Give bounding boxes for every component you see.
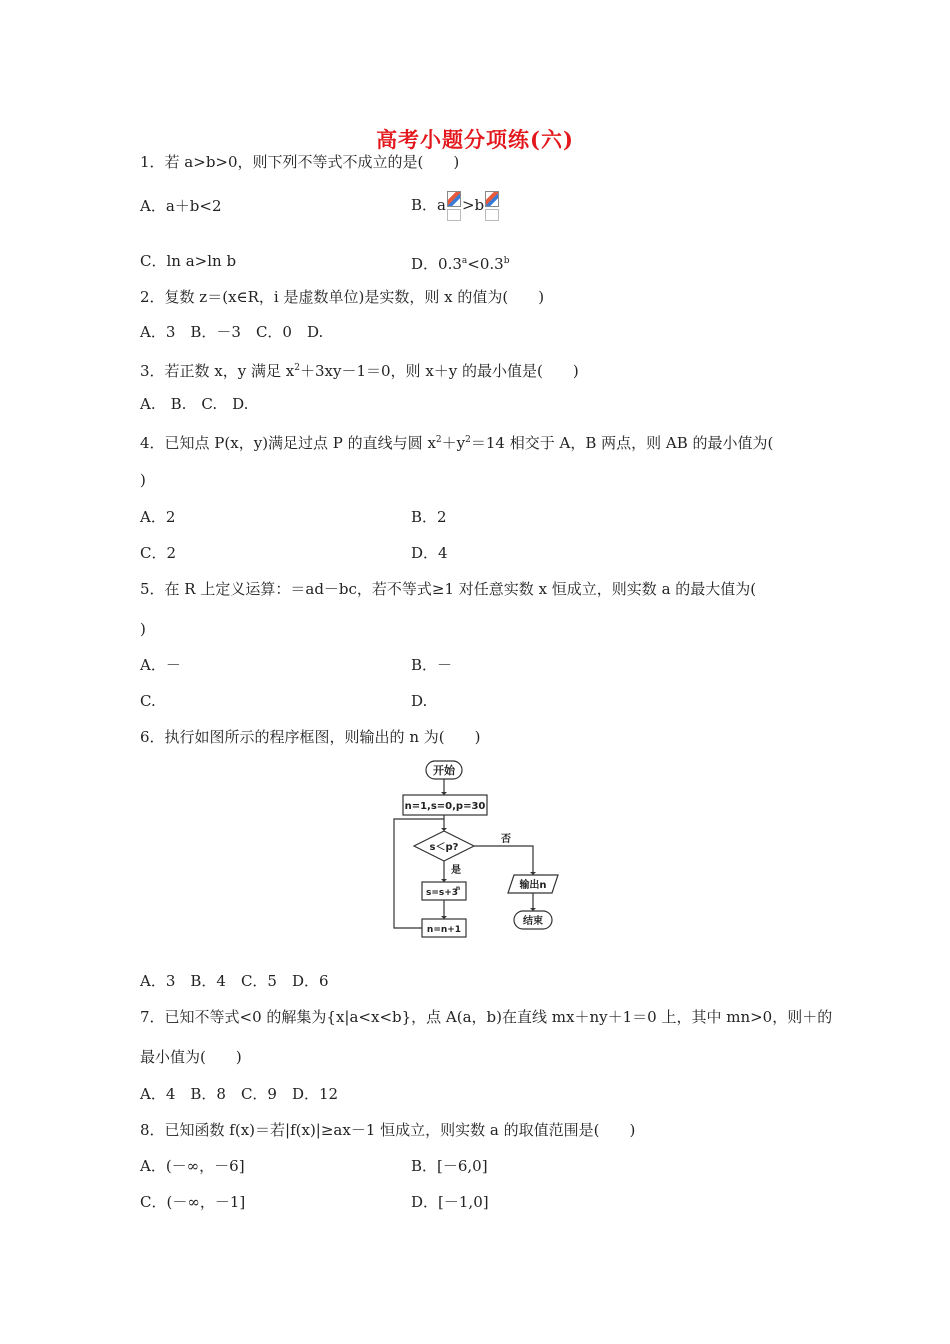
flow-update-s-label: s=s+3 [425, 888, 459, 898]
broken-image-icon [485, 191, 499, 221]
q1-option-a: A．a＋b<2 [140, 197, 222, 215]
q6-stem: 6．执行如图所示的程序框图，则输出的 n 为( ) [140, 728, 481, 746]
q4-sup1: 2 [435, 435, 442, 445]
q2-options: A．3 B．－3 C．0 D. [140, 323, 324, 341]
page-title: 高考小题分项练(六) [376, 127, 574, 152]
flow-output-label: 输出n [519, 880, 547, 891]
q5-stem: 5．在 R 上定义运算：＝ad－bc，若不等式≥1 对任意实数 x 恒成立，则实数 a 的最大值为( [140, 580, 757, 598]
q1-option-b [411, 191, 500, 221]
flow-end-label: 结束 [523, 916, 543, 927]
q8-option-b: B．[－6,0] [411, 1157, 488, 1175]
flow-no-label: 否 [501, 834, 511, 845]
q1-option-b-prefix: B．a [411, 196, 446, 214]
flow-update-s-exp: n [455, 885, 461, 892]
flow-init-label: n=1,s=0,p=30 [404, 801, 486, 812]
q4-option-b: B．2 [411, 508, 447, 526]
q4-option-a: A．2 [140, 508, 176, 526]
q4-option-d: D．4 [411, 544, 448, 562]
q1-option-c: C．ln a>ln b [140, 252, 237, 270]
q1-option-d-prefix: D．0.3 [411, 255, 462, 273]
q1-option-d-exp1: a [461, 256, 468, 266]
q3-stem [140, 358, 579, 381]
q7-stem: 7．已知不等式<0 的解集为{x|a<x<b}，点 A(a，b)在直线 mx＋ny＋1＝0 上，其中 mn>0，则＋的 [140, 1008, 833, 1026]
q8-option-d: D．[－1,0] [411, 1193, 489, 1211]
q1-stem: 1．若 a>b>0，则下列不等式不成立的是( ) [140, 153, 460, 171]
q4-stem-a: 4．已知点 P(x，y)满足过点 P 的直线与圆 x [140, 434, 436, 452]
q1-option-b-mid: >b [461, 196, 485, 214]
q5-option-d: D. [411, 692, 428, 710]
q6-options: A．3 B．4 C．5 D．6 [140, 972, 329, 990]
q3-sup: 2 [294, 363, 300, 373]
q8-option-a: A．(－∞，－6] [140, 1157, 245, 1175]
q2-stem: 2．复数 z＝(x∈R，i 是虚数单位)是实数，则 x 的值为( ) [140, 288, 545, 306]
flow-update-n-label: n=n+1 [426, 925, 462, 935]
q3-stem-b: ＋3xy－1＝0，则 x＋y 的最小值是( ) [299, 362, 579, 380]
q7-stem-cont: 最小值为( ) [140, 1048, 242, 1066]
broken-image-icon [447, 191, 461, 221]
q4-stem-c: ＝14 相交于 A，B 两点，则 AB 的最小值为( [470, 434, 774, 452]
q4-sup2: 2 [465, 435, 471, 445]
q4-stem-b: ＋y [441, 434, 466, 452]
q4-stem [140, 430, 773, 453]
q1-option-d-exp2: b [503, 256, 510, 266]
q3-options: A. B. C. D. [140, 395, 249, 413]
q4-option-c: C．2 [140, 544, 177, 562]
flow-start-label: 开始 [433, 764, 455, 777]
flow-cond-label: s＜p? [429, 842, 459, 853]
q1-option-d-mid: <0.3 [467, 255, 504, 273]
q5-option-c: C. [140, 692, 156, 710]
q8-stem: 8．已知函数 f(x)＝若|f(x)|≥ax－1 恒成立，则实数 a 的取值范围是( ) [140, 1121, 636, 1139]
q5-stem-end: ) [140, 620, 146, 638]
q5-option-b: B．－ [411, 656, 453, 674]
q7-options: A．4 B．8 C．9 D．12 [140, 1085, 339, 1103]
q3-stem-a: 3．若正数 x，y 满足 x [140, 362, 295, 380]
q4-stem-end: ) [140, 471, 146, 489]
flowchart [390, 755, 560, 955]
q8-option-c: C．(－∞，－1] [140, 1193, 246, 1211]
flow-yes-label: 是 [451, 865, 461, 876]
q5-option-a: A．－ [140, 656, 181, 674]
q1-option-d [411, 251, 509, 274]
